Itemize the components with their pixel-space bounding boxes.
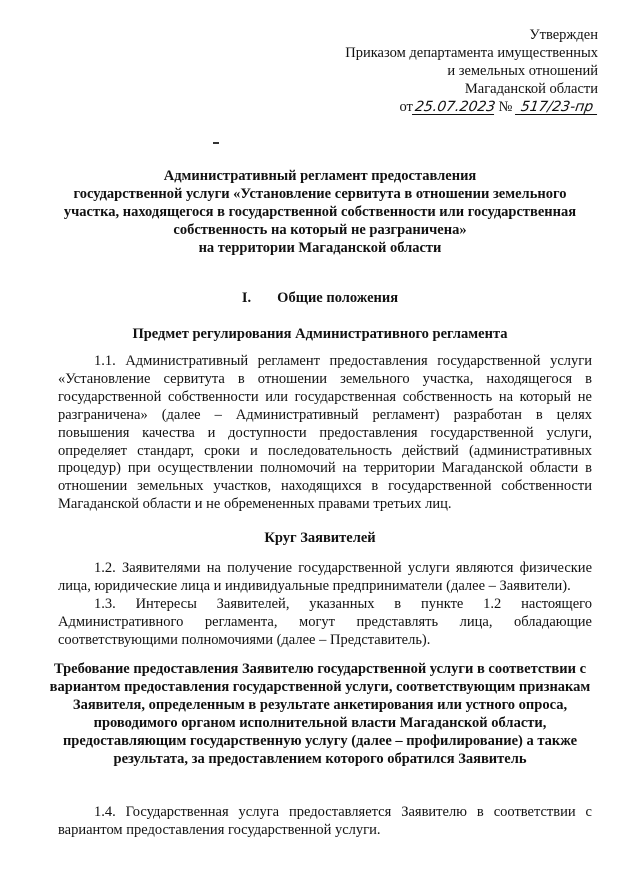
title-line-1: Административный регламент предоставления: [163, 168, 477, 184]
paragraph-1-2: 1.2. Заявителями на получение государственной услуги являются физические лица, юридические лица и индивидуальные предприниматели (далее – Заявители).: [58, 560, 592, 594]
subheading-subject: Предмет регулирования Административного регламента: [132, 326, 508, 342]
section-number: I.: [241, 290, 252, 306]
section-title: Общие положения: [277, 290, 399, 306]
subheading-applicants: Круг Заявителей: [264, 530, 376, 546]
approval-line-2: Приказом департамента имущественных: [345, 45, 598, 61]
handwritten-number: 517/23-пр: [515, 100, 599, 115]
subheading-requirement: Требование предоставления Заявителю государственной услуги в соответствии с вариантом предоставления государственной услуги, соответствующим признакам Заявителя, определенным в результате анкетирования или устного опроса, проводимого органом исполнительной власти Магаданской области, предоставляющим государственную услугу (далее – профилирование) а также результата, за предоставлением которого обратился Заявитель: [49, 661, 591, 767]
section-heading: [0, 290, 640, 307]
paragraph-1-3: 1.3. Интересы Заявителей, указанных в пункте 1.2 настоящего Административного регламента, могут представлять лица, обладающие соответствующими полномочиями (далее – Представитель).: [58, 596, 592, 648]
approval-block: [345, 26, 598, 116]
title-line-3: участка, находящегося в государственной собственности или государственная: [63, 204, 577, 220]
approval-date-number-line: [345, 98, 598, 116]
stray-mark: [213, 142, 219, 144]
document-title: [40, 167, 600, 257]
title-line-5: на территории Магаданской области: [198, 240, 442, 256]
handwritten-date: 25.07.2023: [413, 99, 497, 115]
date-prefix: от: [399, 99, 413, 115]
approval-line-4: Магаданской области: [464, 81, 598, 97]
number-prefix: №: [498, 99, 513, 115]
paragraph-1-4: 1.4. Государственная услуга предоставляется Заявителю в соответствии с вариантом предоставления государственной услуги.: [58, 804, 592, 838]
title-line-4: собственность на который не разграничена»: [173, 222, 467, 238]
paragraph-1-1: 1.1. Административный регламент предоставления государственной услуги «Установление сервитута в отношении земельного участка, находящегося в государственной собственности или государственная собственность на который не разграничена» (далее – Административный регламент) разработан в целях повышения качества и доступности предоставления государственной услуги, определяет стандарт, сроки и последовательность действий (административных процедур) при осуществлении полномочий на территории Магаданской области в отношении земельных участков, находящихся в государственной собственности Магаданской области и не обремененных правами третьих лиц.: [58, 353, 592, 513]
approval-line-3: и земельных отношений: [447, 63, 598, 79]
approval-line-1: Утвержден: [529, 27, 598, 43]
title-line-2: государственной услуги «Установление сервитута в отношении земельного: [73, 186, 567, 202]
